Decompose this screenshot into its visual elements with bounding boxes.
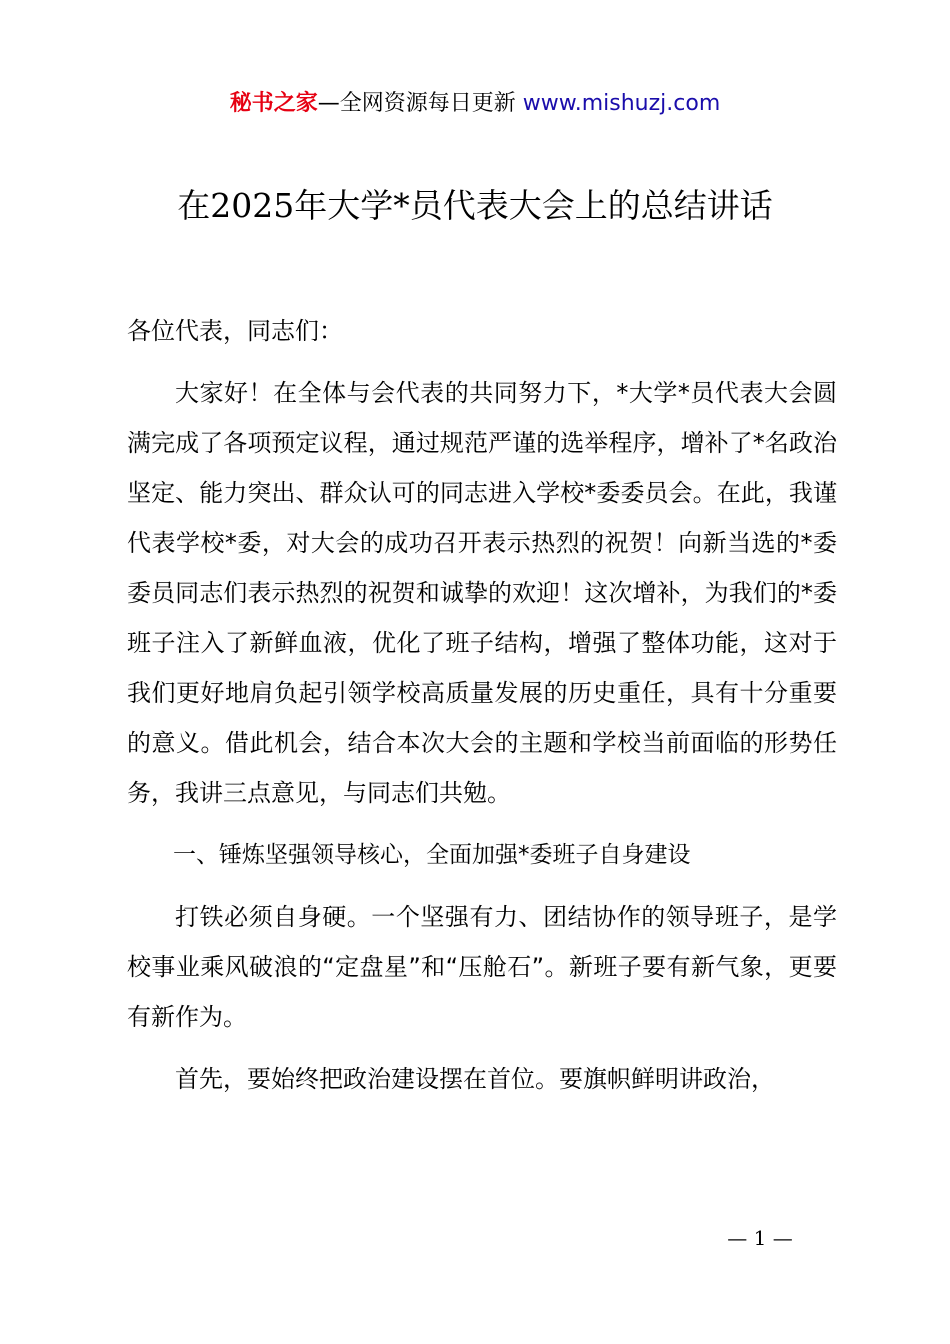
brand-name: 秘书之家 — [229, 91, 318, 116]
salutation: 各位代表，同志们： — [127, 317, 343, 345]
section-heading-1: 一、锤炼坚强领导核心，全面加强*委班子自身建设 — [173, 842, 691, 868]
site-header — [0, 86, 950, 122]
document-body — [127, 306, 837, 1104]
paragraph-intro: 大家好！在全体与会代表的共同努力下，*大学*员代表大会圆满完成了各项预定议程，通过规范严谨的选举程序，增补了*名政治坚定、能力突出、群众认可的同志进入学校*委委员会。在此，我谨代表学校*委，对大会的成功召开表示热烈的祝贺！向新当选的*委委员同志们表示热烈的祝贺和诚挚的欢迎！这次增补，为我们的*委班子注入了新鲜血液，优化了班子结构，增强了整体功能，这对于我们更好地肩负起引领学校高质量发展的历史重任，具有十分重要的意义。借此机会，结合本次大会的主题和学校当前面临的形势任务，我讲三点意见，与同志们共勉。 — [127, 379, 837, 807]
paragraph-2: 打铁必须自身硬。一个坚强有力、团结协作的领导班子，是学校事业乘风破浪的“定盘星”和“压舱石”。新班子要有新气象，更要有新作为。 — [127, 903, 837, 1031]
paragraph-3: 首先，要始终把政治建设摆在首位。要旗帜鲜明讲政治， — [175, 1065, 775, 1093]
header-tagline: —全网资源每日更新 — [317, 91, 523, 116]
page-number: — 1 — — [727, 1226, 793, 1250]
document-title: 在2025年大学*员代表大会上的总结讲话 — [177, 186, 773, 225]
site-url-link[interactable]: www.mishuzj.com — [522, 91, 721, 116]
